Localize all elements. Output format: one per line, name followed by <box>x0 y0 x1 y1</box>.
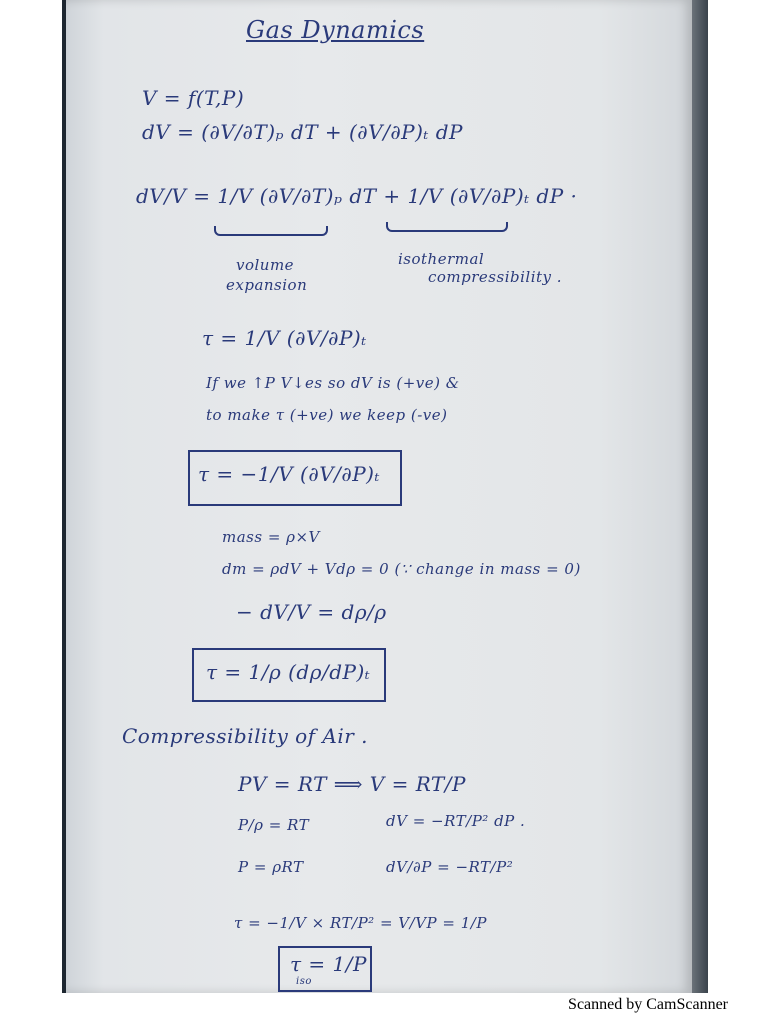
note-line-1: If we ↑P V↓es so dV is (+ve) & <box>206 374 460 392</box>
equation-p-over-rho: P/ρ = RT <box>238 816 310 834</box>
equation-tau-definition: τ = 1/V (∂V/∂P)ₜ <box>202 326 367 350</box>
note-line-2: to make τ (+ve) we keep (-ve) <box>206 406 448 424</box>
equation-ideal-gas: PV = RT ⟹ V = RT/P <box>238 772 466 796</box>
heading-compressibility-air: Compressibility of Air . <box>122 724 369 748</box>
equation-dv-dp: dV/∂P = −RT/P² <box>386 858 514 876</box>
equation-boxed-tau-iso: τ = 1/P <box>290 952 367 976</box>
label-expansion: expansion <box>226 276 308 294</box>
equation-p-rho-rt: P = ρRT <box>238 858 304 876</box>
equation-density-relation: − dV/V = dρ/ρ <box>236 600 387 624</box>
equation-dv: dV = −RT/P² dP . <box>386 812 526 830</box>
label-compressibility: compressibility . <box>428 268 563 286</box>
notes-title: Gas Dynamics <box>246 16 425 44</box>
equation-tau-air: τ = −1/V × RT/P² = V/VP = 1/P <box>234 914 487 932</box>
brace-volume-expansion <box>214 226 328 236</box>
equation-boxed-tau-1: τ = −1/V (∂V/∂P)ₜ <box>198 462 380 486</box>
scanned-photo <box>62 0 708 993</box>
equation-line-2: dV = (∂V/∂T)ₚ dT + (∂V/∂P)ₜ dP <box>142 120 463 144</box>
brace-isothermal-compressibility <box>386 222 508 232</box>
notebook-page <box>66 0 692 993</box>
equation-dm: dm = ρdV + Vdρ = 0 (∵ change in mass = 0) <box>222 560 581 578</box>
equation-line-1: V = f(T,P) <box>142 86 245 110</box>
equation-line-3: dV/V = 1/V (∂V/∂T)ₚ dT + 1/V (∂V/∂P)ₜ dP · <box>136 184 578 208</box>
scanner-watermark: Scanned by CamScanner <box>568 996 728 1013</box>
label-isothermal: isothermal <box>398 250 485 268</box>
subscript-iso: iso <box>296 976 312 987</box>
equation-boxed-tau-2: τ = 1/ρ (dρ/dP)ₜ <box>206 660 371 684</box>
label-volume: volume <box>236 256 295 274</box>
notebook-right-edge <box>692 0 708 993</box>
equation-mass: mass = ρ×V <box>222 528 320 546</box>
